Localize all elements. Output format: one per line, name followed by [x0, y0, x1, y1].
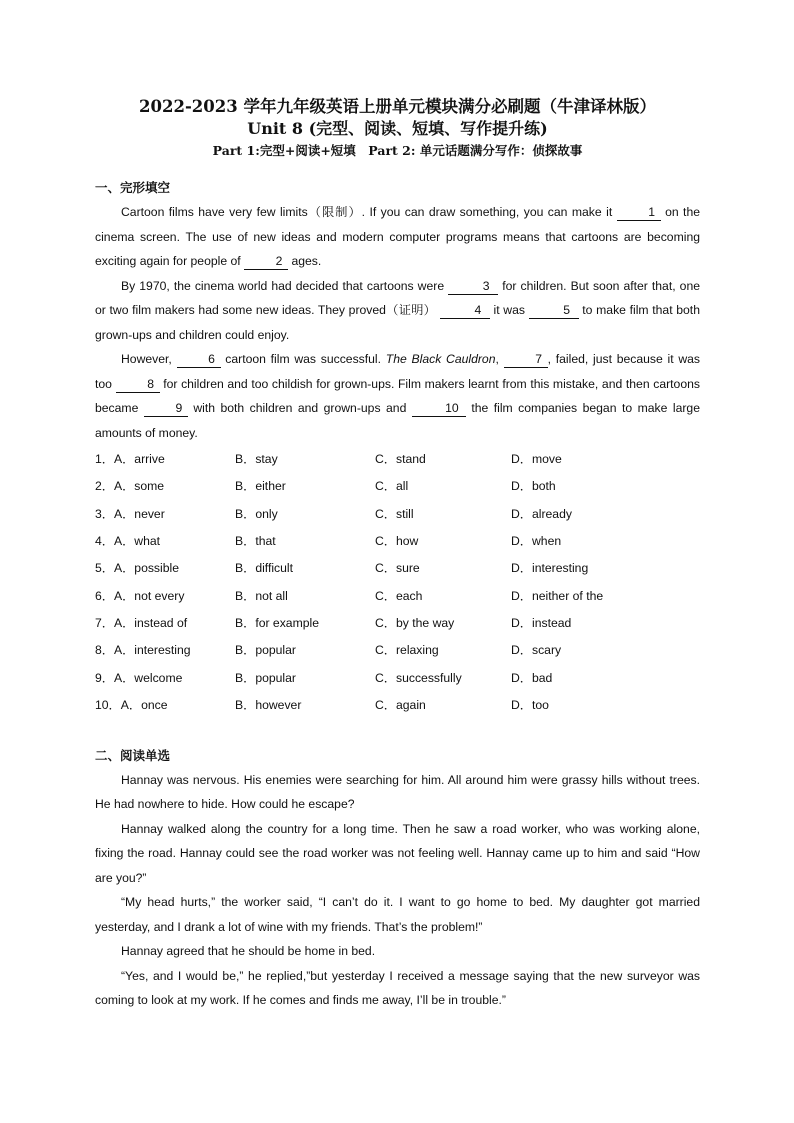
option-b: B．for example — [235, 615, 319, 630]
cloze-paragraph-1: Cartoon films have very few limits（限制）. If you can draw something, you can make it 1 on the cinema screen. The use of new ideas and modern computer programs means that cartoons are becoming exciting again for people of 2 ages. — [95, 205, 700, 268]
option-d: D．both — [511, 479, 556, 494]
option-c: C．sure — [375, 561, 420, 576]
option-d: D．when — [511, 534, 562, 549]
document-subtitle: Unit 8 (完型、阅读、短填、写作提升练) — [247, 119, 548, 138]
cloze-paragraph-3: However, 6 cartoon film was successful. The Black Cauldron, 7 , failed, just because it was too 8 for children and too childish for grown-ups. Film makers learnt from this mistake, and then cartoons became 9 with both children and grown-ups and 10 the film companies began to make large amounts of money. — [95, 352, 700, 440]
question-number: 7． — [95, 615, 114, 630]
question-number: 4． — [95, 534, 114, 549]
option-b: B．difficult — [235, 561, 294, 576]
option-a — [95, 641, 235, 658]
question-row — [95, 663, 700, 690]
option-d: D．already — [511, 506, 572, 521]
option-d: D．scary — [511, 643, 562, 658]
question-number: 3． — [95, 506, 114, 521]
option-c: C．all — [375, 479, 409, 494]
option-a — [95, 559, 235, 576]
option-b: B．popular — [235, 643, 296, 658]
question-row — [95, 581, 700, 608]
question-number: 2． — [95, 479, 114, 494]
option-d: D．move — [511, 452, 562, 467]
option-a — [95, 614, 235, 631]
question-row — [95, 609, 700, 636]
option-d: D．interesting — [511, 561, 589, 576]
reading-heading: 二、阅读单选 — [95, 747, 171, 763]
option-d: D．bad — [511, 670, 553, 685]
option-b: B．not all — [235, 588, 288, 603]
option-b: B．popular — [235, 670, 296, 685]
option-a-text: A．possible — [113, 561, 180, 576]
option-a-text: A．welcome — [113, 670, 183, 685]
option-d: D．too — [511, 697, 549, 712]
option-c: C．successfully — [375, 670, 462, 685]
reading-paragraph: Hannay was nervous. His enemies were searching for him. All around him were grassy hills without trees. He had nowhere to hide. How could he escape? — [95, 772, 700, 812]
option-b: B．however — [235, 697, 302, 712]
option-d: D．instead — [511, 615, 572, 630]
option-b: B．that — [235, 534, 276, 549]
reading-passage — [95, 768, 700, 1013]
option-c: C．again — [375, 697, 426, 712]
option-a — [95, 477, 235, 494]
option-a — [95, 450, 235, 467]
question-number: 6． — [95, 588, 114, 603]
blank-9: 9 — [144, 401, 188, 417]
option-c: C．how — [375, 534, 419, 549]
question-row — [95, 445, 700, 472]
question-row — [95, 554, 700, 581]
option-a-text: A．some — [113, 479, 165, 494]
blank-6: 6 — [177, 352, 221, 368]
question-number: 10． — [95, 697, 121, 712]
question-row — [95, 527, 700, 554]
blank-5: 5 — [529, 303, 579, 319]
option-a-text: A．once — [120, 697, 168, 712]
cloze-questions — [95, 445, 700, 718]
blank-7: 7 — [504, 352, 548, 368]
document-title: 2022-2023 学年九年级英语上册单元模块满分必刷题（牛津译林版） — [139, 97, 656, 116]
blank-2: 2 — [244, 254, 288, 270]
option-b: B．either — [235, 479, 286, 494]
question-row — [95, 472, 700, 499]
option-c: C．each — [375, 588, 423, 603]
reading-paragraph: “Yes, and I would be,” he replied,”but yesterday I received a message saying that the new surveyor was coming to look at my work. If he comes and finds me away, I’ll be in trouble.” — [95, 968, 700, 1008]
question-number: 9． — [95, 670, 114, 685]
question-number: 1． — [95, 452, 114, 467]
reading-paragraph: Hannay agreed that he should be home in bed. — [121, 944, 376, 959]
question-row — [95, 636, 700, 663]
blank-3: 3 — [448, 279, 498, 295]
reading-paragraph: “My head hurts,” the worker said, “I can’t do it. I want to go home to bed. My daughter got married yesterday, and I drank a lot of wine with my friends. That’s the problem!” — [95, 895, 700, 934]
option-a-text: A．not every — [113, 588, 185, 603]
option-a — [95, 669, 235, 686]
option-a-text: A．what — [113, 534, 161, 549]
document-page — [95, 96, 700, 1013]
option-a-text: A．instead of — [113, 615, 188, 630]
document-parts: Part 1:完型+阅读+短填 Part 2: 单元话题满分写作：侦探故事 — [212, 143, 583, 158]
option-c: C．still — [375, 506, 414, 521]
blank-4: 4 — [440, 303, 490, 319]
film-title: The Black Cauldron — [385, 352, 496, 366]
question-row — [95, 500, 700, 527]
cloze-paragraph-2: By 1970, the cinema world had decided that cartoons were 3 for children. But soon after that, one or two film makers had some new ideas. They proved（证明） 4 it was 5 to make film that both grown-ups and children could enjoy. — [95, 278, 700, 342]
blank-8: 8 — [116, 377, 160, 393]
option-c: C．stand — [375, 452, 426, 467]
option-d: D．neither of the — [511, 588, 604, 603]
reading-paragraph: Hannay walked along the country for a long time. Then he saw a road worker, who was working alone, fixing the road. Hannay could see the road worker was not feeling well. Hannay came up to him and said “How are you?” — [95, 821, 700, 885]
question-number: 8． — [95, 643, 114, 658]
question-number: 5． — [95, 561, 114, 576]
option-b: B．stay — [235, 452, 278, 467]
option-a — [95, 505, 235, 522]
option-a — [95, 696, 235, 713]
question-row — [95, 691, 700, 718]
option-c: C．by the way — [375, 615, 455, 630]
option-a-text: A．arrive — [113, 452, 165, 467]
option-a — [95, 587, 235, 604]
option-b: B．only — [235, 506, 278, 521]
option-c: C．relaxing — [375, 643, 439, 658]
option-a — [95, 532, 235, 549]
option-a-text: A．interesting — [113, 643, 191, 658]
option-a-text: A．never — [113, 506, 165, 521]
blank-1: 1 — [617, 205, 661, 221]
blank-10: 10 — [412, 401, 466, 417]
cloze-heading: 一、完形填空 — [95, 180, 171, 195]
